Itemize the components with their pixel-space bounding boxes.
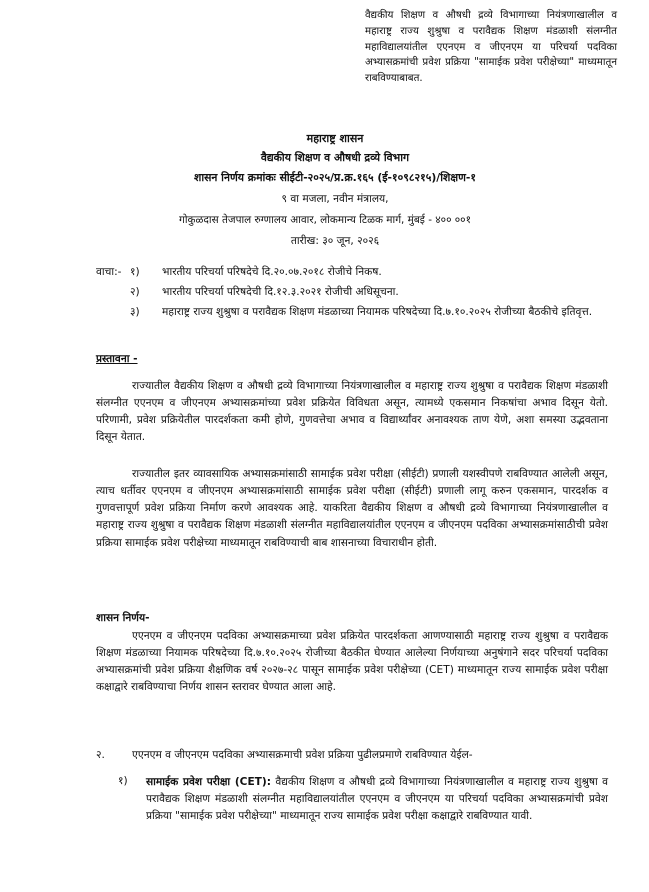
- paragraph-text: राज्यातील वैद्यकीय शिक्षण व औषधी द्रव्ये विभागाच्या नियंत्रणाखालील व महाराष्ट्र राज्य शुश्रुषा व परावैद्यक शिक्षण मंडळाशी संलग्नीत एएनएम व जीएनएम अभ्यासक्रमांच्या प्रवेश प्रक्रियेत विविधता असून, त्यामध्ये एकसमान निकषांचा अभाव दिसून येतो. परिणामी, प्रवेश प्रक्रियेतील पारदर्शकता कमी होणे, गुणवत्तेचा अभाव व विद्यार्थ्यांवर अनावश्यक ताण येणे, अशा समस्या उद्भवताना दिसून येतात.: [96, 380, 609, 444]
- reference-text: भारतीय परिचर्या परिषदेची दि.१२.३.२०२१ रोजीची अधिसूचना.: [162, 285, 399, 298]
- preamble-heading: प्रस्तावना -: [96, 353, 138, 365]
- reference-number: २): [130, 285, 140, 298]
- subitem-number: १): [118, 775, 128, 787]
- reference-item: [130, 285, 610, 301]
- references-list: [130, 265, 610, 325]
- subitem-text: वैद्यकीय शिक्षण व औषधी द्रव्ये विभागाच्या नियंत्रणाखालील व महाराष्ट्र राज्य शुश्रुषा व परावैद्यक शिक्षण मंडळाशी संलग्नीत महाविद्यालयांतील एएनएम व जीएनएम या परिचर्या पदविका अभ्यासक्रमांची प्रवेश प्रक्रिया "सामाईक प्रवेश परीक्षेच्या" माध्यमातून राज्य सामाईक प्रवेश परीक्षा कक्षाद्वारे राबविण्यात यावी.: [146, 776, 609, 823]
- reference-text: भारतीय परिचर्या परिषदेचे दि.२०.०७.२०१८ रोजीचे निकष.: [162, 266, 382, 278]
- subitem-body: [146, 774, 608, 825]
- address-line-2: गोकुळदास तेजपाल रुग्णालय आवार, लोकमान्य टिळक मार्ग, मुंबई - ४०० ००१: [179, 214, 471, 226]
- date-line: तारीख: ३० जून, २०२६: [290, 235, 380, 247]
- resolution-heading: शासन निर्णय-: [96, 612, 150, 624]
- reference-number: ३): [130, 305, 140, 318]
- paragraph-text: राज्यातील इतर व्यावसायिक अभ्यासक्रमांसाठी सामाईक प्रवेश परीक्षा (सीईटी) प्रणाली यशस्वीपणे राबविण्यात आलेली असून, त्याच धर्तीवर एएनएम व जीएनएम अभ्यासक्रमांसाठी सामाईक प्रवेश परीक्षा (सीईटी) प्रणाली लागू करुन एकसमान, पारदर्शक व गुणवत्तापूर्ण प्रवेश प्रक्रिया निर्माण करणे आवश्यक आहे. याकरिता वैद्यकीय शिक्षण व औषधी द्रव्ये विभागाच्या नियंत्रणाखालील व महाराष्ट्र राज्य शुश्रुषा व परावैद्यक शिक्षण मंडळाशी संलग्नीत महाविद्यालयांतील एएनएम व जीएनएम पदविका अभ्यासक्रमांसाठीची प्रवेश प्रक्रिया सामाईक प्रवेश परीक्षेच्या माध्यमातून राबविण्याची बाब शासनाच्या विचाराधीन होती.: [96, 468, 608, 549]
- paragraph-text: एएनएम व जीएनएम पदविका अभ्यासक्रमाच्या प्रवेश प्रक्रियेत पारदर्शकता आणण्यासाठी महाराष्ट्र राज्य शुश्रुषा व परावैद्यक शिक्षण मंडळाच्या नियामक परिषदेच्या दि.७.१०.२०२५ रोजीच्या बैठकीत घेण्यात आलेल्या निर्णयाच्या अनुषंगाने सदर परिचर्या पदविका अभ्यासक्रमांची प्रवेश प्रक्रिया शैक्षणिक वर्ष २०२७-२८ पासून सामाईक प्रवेश परीक्षेच्या (CET) माध्यमातून राज्य सामाईक प्रवेश परीक्षा कक्षाद्वारे राबविण्याचा निर्णय शासन स्तरावर घेण्यात आला आहे.: [96, 630, 608, 694]
- reference-text: महाराष्ट्र राज्य शुश्रुषा व परावैद्यक शिक्षण मंडळाच्या नियामक परिषदेच्या दि.७.१०.२०२५ रोजीच्या बैठकीचे इतिवृत्त.: [162, 305, 593, 318]
- reference-item: [130, 305, 610, 321]
- resolution-subitem-1: [118, 774, 608, 825]
- resolution-paragraph-1: [96, 628, 608, 697]
- gr-number: शासन निर्णय क्रमांकः सीईटी-२०२५/प्र.क्र.१६५ (ई-१०९८२१५)/शिक्षण-१: [193, 171, 476, 184]
- preamble-paragraph-1: [96, 378, 608, 447]
- item-text: एएनएम व जीएनएम पदविका अभ्यासक्रमाची प्रवेश प्रक्रिया पुढीलप्रमाणे राबविण्यात येईल-: [132, 749, 473, 761]
- government-title: महाराष्ट्र शासन: [306, 132, 364, 145]
- address-line-1: ९ वा मजला, नवीन मंत्रालय,: [281, 193, 389, 205]
- preamble-paragraph-2: [96, 466, 608, 552]
- subject-block: वैद्यकीय शिक्षण व औषधी द्रव्ये विभागाच्या नियंत्रणाखालील व महाराष्ट्र राज्य शुश्रुषा व परावैद्यक शिक्षण मंडळाशी संलग्नीत महाविद्यालयांतील एएनएम व जीएनएम या परिचर्या पदविका अभ्यासक्रमांची प्रवेश प्रक्रिया "सामाईक प्रवेश परीक्षेच्या" माध्यमातून राबविण्याबाबत.: [365, 10, 617, 85]
- item-number: २.: [96, 749, 105, 761]
- reference-item: [130, 265, 610, 281]
- resolution-item-2: [96, 748, 608, 764]
- reference-number: १): [130, 266, 140, 278]
- department-title: वैद्यकीय शिक्षण व औषधी द्रव्ये विभाग: [260, 151, 410, 164]
- subitem-title: सामाईक प्रवेश परीक्षा (CET):: [146, 776, 271, 788]
- references-label: वाचा:-: [96, 266, 122, 278]
